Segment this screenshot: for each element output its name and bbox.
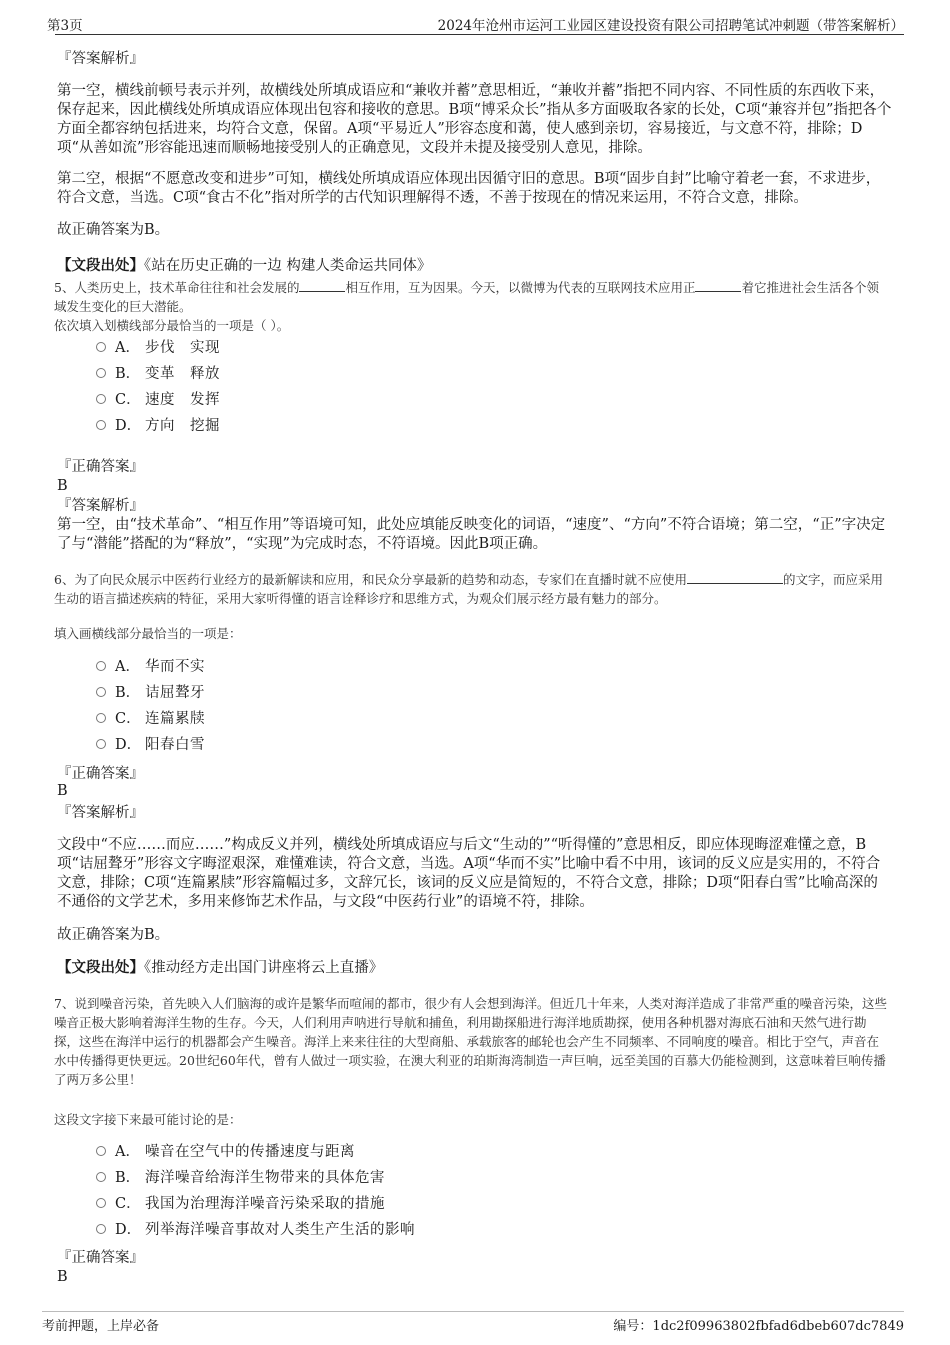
q5-analysis-label: 『答案解析』 (57, 498, 144, 514)
radio-icon[interactable] (96, 368, 106, 378)
blank-line (695, 279, 741, 292)
q6-answer: B (57, 783, 68, 799)
option-key: A． (115, 659, 140, 675)
option-key: C． (115, 392, 141, 408)
q6-stem-part-a: 6、为了向民众展示中医药行业经方的最新解读和应用，和民众分享最新的趋势和动态，专家们在直播时就不应使用 (54, 572, 687, 587)
q6-option-a[interactable] (96, 658, 205, 677)
option-text: 列举海洋噪音事故对人类生产生活的影响 (145, 1222, 415, 1238)
option-text: 诘屈聱牙 (145, 685, 205, 701)
option-key: C． (115, 711, 141, 727)
document-title: 2024年沧州市运河工业园区建设投资有限公司招聘笔试冲刺题（带答案解析） (437, 18, 904, 34)
q5-answer: B (57, 478, 68, 494)
source-label: 【文段出处】 (57, 959, 144, 976)
option-text: 阳春白雪 (145, 737, 205, 753)
option-key: A． (115, 340, 140, 356)
q5-stem-part-c: 着它推进社会生活各个领域发生变化的巨大潜能。 (54, 280, 879, 314)
option-text: 方向 挖掘 (145, 418, 220, 434)
option-key: B． (115, 685, 141, 701)
q7-stem: 7、说到噪音污染，首先映入人们脑海的或许是繁华而喧闹的都市，很少有人会想到海洋。但近几十年来，人类对海洋造成了非常严重的噪音污染，这些噪音正极大影响着海洋生物的生存。今天，人们利用声呐进行导航和捕鱼，利用勘探船进行海洋地质勘探，使用各种机器对海底石油和天然气进行勘探，这些在海洋中运行的机器都会产生噪音。海洋上来来往往的大型商船、承载旅客的邮轮也会产生不同频率、不同响度的噪音。相比于空气，声音在水中传播得更快更远。20世纪60年代，曾有人做过一项实验，在澳大利亚的珀斯海湾制造一声巨响，远至美国的百慕大仍能检测到，这意味着巨响传播了两万多公里！ (54, 996, 887, 1087)
page-number: 第3页 (47, 18, 83, 34)
q5-option-a[interactable] (96, 339, 220, 358)
option-text: 海洋噪音给海洋生物带来的具体危害 (145, 1170, 385, 1186)
radio-icon[interactable] (96, 713, 106, 723)
option-key: D． (115, 418, 142, 434)
q6-analysis: 文段中“不应……而应……”构成反义并列，横线处所填成语应与后文“生动的”“听得懂的”意思相反，即应体现晦涩难懂之意，B项“诘屈聱牙”形容文字晦涩艰深，难懂难读，符合文意，当选。A项“华而不实”比喻中看不中用，该词的反义应是实用的，不符合文意，排除；C项“连篇累牍”形容篇幅过多，文辞冗长，该词的反义应是简短的，不符合文意，排除；D项“阳春白雪”比喻高深的不通俗的文学艺术，多用来修饰艺术作品，与文段“中医药行业”的语境不符，排除。 (57, 837, 881, 910)
q6-option-b[interactable] (96, 684, 205, 703)
option-key: D． (115, 737, 142, 753)
option-key: A． (115, 1144, 140, 1160)
source-title: 《站在历史正确的一边 构建人类命运共同体》 (144, 258, 432, 274)
q6-option-c[interactable] (96, 710, 205, 729)
option-text: 华而不实 (145, 659, 205, 675)
radio-icon[interactable] (96, 420, 106, 430)
footer-document-id: 编号：1dc2f09963802fbfad6dbeb607dc7849 (613, 1319, 904, 1334)
q6-prompt: 填入画横线部分最恰当的一项是： (54, 626, 242, 641)
option-key: B． (115, 1170, 141, 1186)
q5-analysis: 第一空，由“技术革命”、“相互作用”等语境可知，此处应填能反映变化的词语，“速度”、“方向”不符合语境；第二空，“正”字决定了与“潜能”搭配的为“释放”，“实现”为完成时态，不符语境。因此B项正确。 (57, 517, 886, 552)
q4-analysis-paragraph-1: 第一空，横线前顿号表示并列，故横线处所填成语应和“兼收并蓄”意思相近，“兼收并蓄”指把不同内容、不同性质的东西收下来，保存起来，因此横线处所填成语应体现出包容和接收的意思。B项“博采众长”指从多方面吸取各家的长处，C项“兼容并包”指把各个方面全都容纳包括进来，均符合文意，保留。A项“平易近人”形容态度和蔼，使人感到亲切，容易接近，与文意不符，排除；D项“从善如流”形容能迅速而顺畅地接受别人的正确意见，文段并未提及接受别人意见，排除。 (57, 83, 892, 156)
radio-icon[interactable] (96, 394, 106, 404)
footer-slogan: 考前押题，上岸必备 (42, 1319, 160, 1334)
q5-stem (54, 278, 889, 316)
q5-stem-part-a: 5、人类历史上，技术革命往往和社会发展的 (54, 280, 300, 295)
radio-icon[interactable] (96, 1198, 106, 1208)
option-text: 我国为治理海洋噪音污染采取的措施 (145, 1196, 385, 1212)
source-title: 《推动经方走出国门讲座将云上直播》 (144, 960, 384, 976)
q5-stem-part-b: 相互作用，互为因果。今天，以微博为代表的互联网技术应用正 (345, 280, 696, 295)
q4-analysis-label: 『答案解析』 (57, 51, 144, 67)
radio-icon[interactable] (96, 687, 106, 697)
q5-option-c[interactable] (96, 391, 220, 410)
q5-answer-label: 『正确答案』 (57, 459, 144, 475)
q6-stem-part-b: 的文字，而应采用生动的语言描述疾病的特征，采用大家听得懂的语言诠释诊疗和思维方式，为观众们展示经方最有魅力的部分。 (54, 572, 883, 606)
option-text: 步伐 实现 (145, 340, 220, 356)
q7-prompt: 这段文字接下来最可能讨论的是： (54, 1112, 242, 1127)
option-key: D． (115, 1222, 142, 1238)
radio-icon[interactable] (96, 1146, 106, 1156)
option-text: 噪音在空气中的传播速度与距离 (145, 1144, 355, 1160)
q6-conclusion: 故正确答案为B。 (57, 927, 170, 943)
q6-stem (54, 570, 889, 608)
source-label: 【文段出处】 (57, 257, 144, 274)
q7-option-a[interactable] (96, 1143, 355, 1162)
q7-option-c[interactable] (96, 1195, 385, 1214)
q6-option-d[interactable] (96, 736, 205, 755)
option-text: 速度 发挥 (145, 392, 220, 408)
q6-source (57, 958, 892, 978)
option-key: B． (115, 366, 141, 382)
q4-source (57, 256, 892, 276)
q6-answer-label: 『正确答案』 (57, 766, 144, 782)
radio-icon[interactable] (96, 342, 106, 352)
option-text: 变革 释放 (145, 366, 220, 382)
q5-prompt: 依次填入划横线部分最恰当的一项是（ ）。 (54, 318, 290, 333)
q7-answer-label: 『正确答案』 (57, 1250, 144, 1266)
blank-line (687, 571, 783, 584)
radio-icon[interactable] (96, 739, 106, 749)
q6-analysis-label: 『答案解析』 (57, 805, 144, 821)
page-header (47, 14, 904, 35)
q5-option-d[interactable] (96, 417, 220, 436)
radio-icon[interactable] (96, 1224, 106, 1234)
page-footer (42, 1311, 904, 1334)
q4-analysis-paragraph-2: 第二空，根据“不愿意改变和进步”可知，横线处所填成语应体现出因循守旧的意思。B项“固步自封”比喻守着老一套，不求进步，符合文意，当选。C项“食古不化”指对所学的古代知识理解得不透，不善于按现在的情况来运用，不符合文意，排除。 (57, 171, 881, 206)
option-key: C． (115, 1196, 141, 1212)
blank-line (299, 279, 345, 292)
radio-icon[interactable] (96, 661, 106, 671)
q4-conclusion: 故正确答案为B。 (57, 222, 170, 238)
option-text: 连篇累牍 (145, 711, 205, 727)
q7-answer: B (57, 1269, 68, 1285)
q7-option-d[interactable] (96, 1221, 415, 1240)
q7-option-b[interactable] (96, 1169, 385, 1188)
radio-icon[interactable] (96, 1172, 106, 1182)
q5-option-b[interactable] (96, 365, 220, 384)
